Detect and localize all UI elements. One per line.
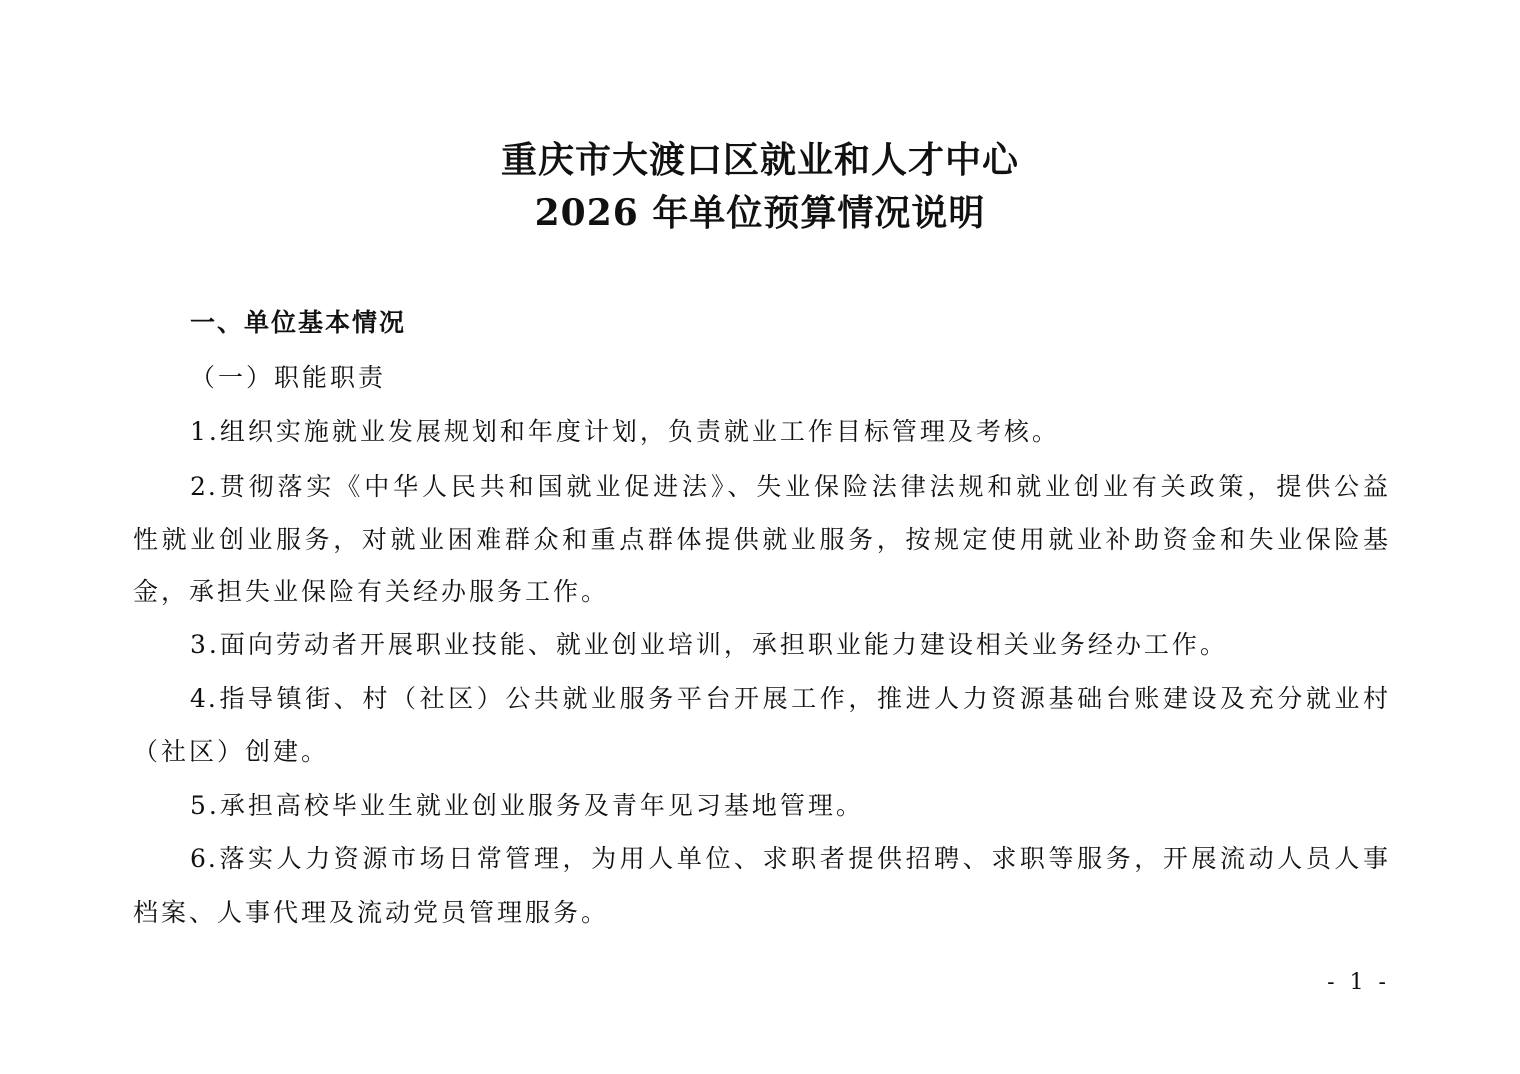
- paragraph-4-line-1: 4.指导镇街、村（社区）公共就业服务平台开展工作，推进人力资源基础台账建设及充分就业村: [190, 684, 1390, 713]
- paragraph-6-line-1: 6.落实人力资源市场日常管理，为用人单位、求职者提供招聘、求职等服务，开展流动人员人事: [190, 844, 1390, 873]
- document-title-line-1: 重庆市大渡口区就业和人才中心: [500, 139, 1019, 181]
- paragraph-2-line-3: 金，承担失业保险有关经办服务工作。: [133, 577, 610, 606]
- paragraph-4-line-2: （社区）创建。: [133, 737, 330, 766]
- paragraph-1-line-1: 1.组织实施就业发展规划和年度计划，负责就业工作目标管理及考核。: [190, 417, 1060, 446]
- paragraph-2-line-2: 性就业创业服务，对就业困难群众和重点群体提供就业服务，按规定使用就业补助资金和失业保险基: [133, 525, 1390, 554]
- paragraph-3-line-1: 3.面向劳动者开展职业技能、就业创业培训，承担职业能力建设相关业务经办工作。: [190, 630, 1228, 659]
- document-title-line-2: 2026 年单位预算情况说明: [534, 192, 986, 234]
- paragraph-2-line-1: 2.贯彻落实《中华人民共和国就业促进法》、失业保险法律法规和就业创业有关政策，提供公益: [190, 472, 1390, 501]
- paragraph-6-line-2: 档案、人事代理及流动党员管理服务。: [133, 898, 610, 927]
- subsection-heading: （一）职能职责: [190, 363, 387, 392]
- page-number: - 1 -: [1327, 970, 1390, 995]
- section-heading: 一、单位基本情况: [190, 308, 407, 337]
- paragraph-5-line-1: 5.承担高校毕业生就业创业服务及青年见习基地管理。: [190, 791, 864, 820]
